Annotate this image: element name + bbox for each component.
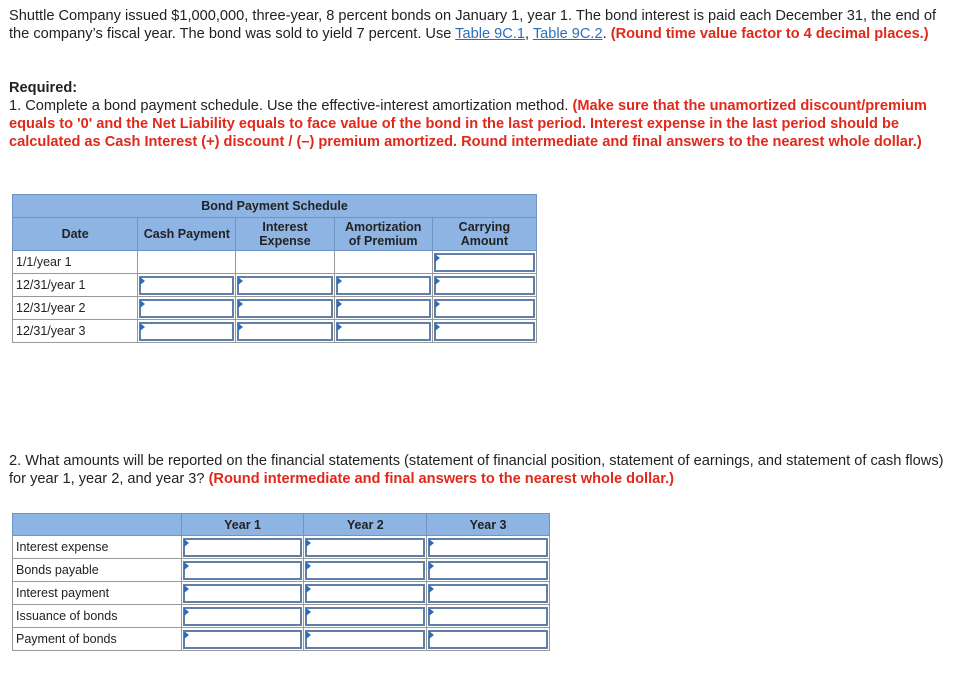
col-cash-payment-header: Cash Payment	[138, 218, 236, 251]
interest-header-line2: Expense	[259, 234, 311, 248]
year-2-input-cell	[304, 559, 427, 582]
table-row	[13, 605, 550, 628]
table-row	[13, 251, 537, 274]
year-2-input[interactable]	[305, 538, 425, 557]
year-3-input[interactable]	[428, 561, 548, 580]
year-3-input-cell	[427, 605, 550, 628]
amortization-input-cell	[334, 297, 432, 320]
year-1-input-cell	[181, 605, 304, 628]
year-2-input[interactable]	[305, 630, 425, 649]
bond-payment-schedule-table	[12, 194, 537, 343]
amortization-input-cell	[334, 320, 432, 343]
carrying-amount-input[interactable]	[434, 299, 535, 318]
col-interest-expense-header	[236, 218, 334, 251]
schedule-title: Bond Payment Schedule	[13, 195, 537, 218]
question-2	[9, 452, 954, 488]
question-2-instruction: (Round intermediate and final answers to the nearest whole dollar.)	[208, 471, 675, 487]
year-1-input-cell	[181, 559, 304, 582]
carrying-amount-input-cell	[432, 320, 536, 343]
statement-row-label: Issuance of bonds	[13, 605, 182, 628]
carry-header-line2: Amount	[460, 234, 508, 248]
question-2-text: 2. What amounts will be reported on the financial statements (statement of financial position, statement of earnings, and statement of cash flows) for year 1, year 2, and year 3?	[9, 453, 944, 487]
year-2-input-cell	[304, 605, 427, 628]
col-carrying-amount-header	[432, 218, 536, 251]
year-1-input[interactable]	[183, 584, 303, 603]
statement-row-label: Interest expense	[13, 536, 182, 559]
row-label-header	[13, 514, 182, 536]
cash-payment-input[interactable]	[139, 299, 234, 318]
amort-header-line2: of Premium	[348, 234, 418, 248]
intro-text: Shuttle Company issued $1,000,000, three-year, 8 percent bonds on January 1, year 1. The bond interest is paid each December 31, the end of the company’s fiscal year. The bond was sold to yield 7 percent. Use	[9, 8, 937, 42]
statement-row-label: Bonds payable	[13, 559, 182, 582]
intro-text-end: .	[602, 26, 611, 42]
table-row	[13, 274, 537, 297]
year-1-input[interactable]	[183, 630, 303, 649]
year-2-input-cell	[304, 582, 427, 605]
cash-payment-input-cell	[138, 320, 236, 343]
row-date-label: 12/31/year 1	[13, 274, 138, 297]
intro-paragraph	[9, 7, 954, 43]
amortization-input[interactable]	[336, 276, 431, 295]
amortization-input[interactable]	[336, 299, 431, 318]
amort-header-line1: Amortization	[344, 220, 422, 234]
col-year-1-header: Year 1	[181, 514, 304, 536]
carrying-amount-input-cell	[432, 251, 536, 274]
col-year-2-header: Year 2	[304, 514, 427, 536]
table-9c1-link[interactable]: Table 9C.1	[455, 26, 525, 42]
interest-expense-input[interactable]	[237, 299, 332, 318]
col-year-3-header: Year 3	[427, 514, 550, 536]
carry-header-line1: Carrying	[458, 220, 511, 234]
col-amortization-header	[334, 218, 432, 251]
col-date-header: Date	[13, 218, 138, 251]
interest-expense-input-cell	[236, 320, 334, 343]
cash-payment-input-cell	[138, 274, 236, 297]
statement-row-label: Payment of bonds	[13, 628, 182, 651]
year-3-input[interactable]	[428, 630, 548, 649]
interest-expense-input-cell	[236, 274, 334, 297]
table-9c2-link[interactable]: Table 9C.2	[532, 26, 603, 42]
year-1-input[interactable]	[183, 561, 303, 580]
year-3-input-cell	[427, 536, 550, 559]
table-row	[13, 559, 550, 582]
carrying-amount-input[interactable]	[434, 322, 535, 341]
rounding-instruction: (Round time value factor to 4 decimal places.)	[610, 26, 929, 42]
row-date-label: 12/31/year 2	[13, 297, 138, 320]
year-2-input-cell	[304, 536, 427, 559]
interest-expense-input[interactable]	[237, 276, 332, 295]
row-date-label: 1/1/year 1	[13, 251, 138, 274]
year-3-input-cell	[427, 582, 550, 605]
interest-expense-input[interactable]	[237, 322, 332, 341]
year-1-input[interactable]	[183, 538, 303, 557]
carrying-amount-input[interactable]	[434, 276, 535, 295]
year-3-input[interactable]	[428, 584, 548, 603]
year-3-input[interactable]	[428, 607, 548, 626]
year-1-input-cell	[181, 582, 304, 605]
empty-cell	[138, 251, 236, 274]
year-1-input-cell	[181, 536, 304, 559]
year-2-input[interactable]	[305, 584, 425, 603]
table-row	[13, 297, 537, 320]
intro-separator: ,	[524, 26, 533, 42]
required-item-1-instruction: (Make sure that the unamortized discount/premium equals to '0' and the Net Liability equals to face value of the bond in the last period. Interest expense in the last period should be calculated as Cash Interest (+) discount / (–) premium amortized. Round intermediate and final answers to the nearest whole dollar.)	[9, 98, 927, 150]
amortization-input-cell	[334, 274, 432, 297]
cash-payment-input-cell	[138, 297, 236, 320]
year-3-input-cell	[427, 559, 550, 582]
year-2-input[interactable]	[305, 607, 425, 626]
table-row	[13, 536, 550, 559]
year-1-input-cell	[181, 628, 304, 651]
financial-statements-table	[12, 513, 550, 651]
required-item-1	[9, 97, 954, 151]
required-item-1-text: 1. Complete a bond payment schedule. Use the effective-interest amortization method.	[9, 98, 573, 114]
interest-expense-input-cell	[236, 297, 334, 320]
year-3-input[interactable]	[428, 538, 548, 557]
table-row	[13, 582, 550, 605]
cash-payment-input[interactable]	[139, 322, 234, 341]
amortization-input[interactable]	[336, 322, 431, 341]
required-heading: Required:	[9, 80, 78, 96]
carrying-amount-input-cell	[432, 274, 536, 297]
year-2-input-cell	[304, 628, 427, 651]
table-row	[13, 628, 550, 651]
table-row	[13, 320, 537, 343]
carrying-amount-input[interactable]	[434, 253, 535, 272]
year-1-input[interactable]	[183, 607, 303, 626]
year-3-input-cell	[427, 628, 550, 651]
year-2-input[interactable]	[305, 561, 425, 580]
cash-payment-input[interactable]	[139, 276, 234, 295]
empty-cell	[334, 251, 432, 274]
carrying-amount-input-cell	[432, 297, 536, 320]
row-date-label: 12/31/year 3	[13, 320, 138, 343]
statement-row-label: Interest payment	[13, 582, 182, 605]
empty-cell	[236, 251, 334, 274]
interest-header-line1: Interest	[262, 220, 308, 234]
